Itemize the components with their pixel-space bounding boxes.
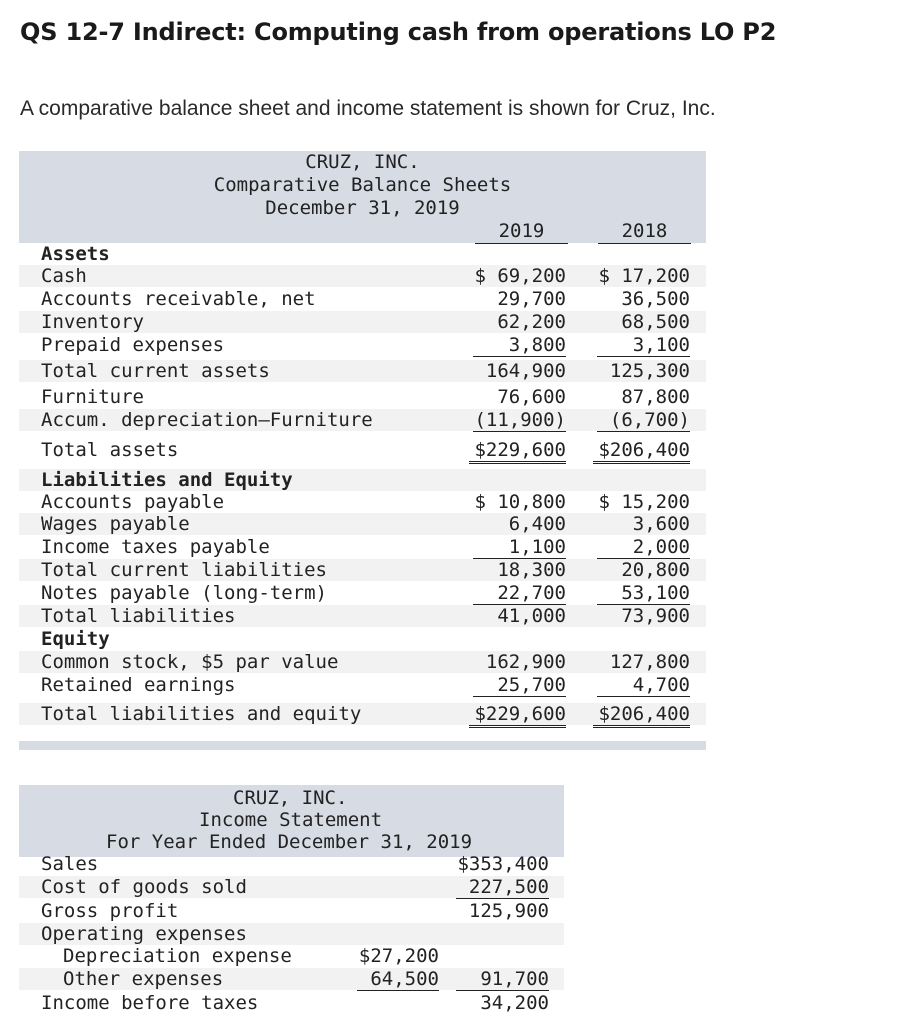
value-2018: 87,800: [621, 386, 690, 408]
value-2018: $206,400: [593, 703, 690, 728]
row-label: Operating expenses: [41, 923, 247, 945]
row-label: Retained earnings: [41, 674, 236, 696]
row-label: Cost of goods sold: [41, 876, 247, 898]
value-2019: 18,300: [497, 559, 566, 581]
bs-company-name: CRUZ, INC.: [305, 151, 420, 173]
row-label: Inventory: [41, 311, 144, 333]
value-2018: 73,900: [621, 605, 690, 627]
row-label: Furniture: [41, 386, 144, 408]
row-label: Accum. depreciation—Furniture: [41, 409, 373, 431]
row-furniture: [19, 386, 706, 408]
row-label: Total current assets: [41, 360, 270, 382]
value-2019: $ 10,800: [474, 491, 566, 513]
value-2018: 3,100: [597, 334, 690, 357]
section-heading-assets: [19, 243, 706, 265]
value: 125,900: [468, 900, 549, 922]
value: 34,200: [480, 992, 549, 1014]
row-wages-payable: [19, 513, 706, 535]
row-label: Equity: [41, 628, 110, 650]
value-2018: 125,300: [609, 360, 690, 382]
value-2018: $206,400: [593, 439, 690, 464]
row-label: Other expenses: [63, 968, 224, 990]
value-2018: 127,800: [609, 651, 690, 673]
row-other-expenses: [19, 968, 564, 990]
page-title: QS 12-7 Indirect: Computing cash from operations LO P2: [20, 18, 777, 46]
value-2018: 20,800: [621, 559, 690, 581]
row-depreciation-expense: [19, 945, 564, 967]
row-retained-earnings: [19, 674, 706, 696]
value: 227,500: [456, 876, 549, 899]
balance-sheet-table: [19, 151, 706, 750]
row-accounts-payable: [19, 491, 706, 513]
value-2019: $ 69,200: [474, 265, 566, 287]
value-2018: 2,000: [597, 536, 690, 559]
row-label: Gross profit: [41, 900, 179, 922]
row-label: Sales: [41, 853, 99, 875]
row-label: Total current liabilities: [41, 559, 327, 581]
value-2018: $ 15,200: [598, 491, 690, 513]
value-2019: (11,900): [474, 409, 566, 431]
bs-statement-title: Comparative Balance Sheets: [213, 174, 512, 196]
value-2018: 68,500: [621, 311, 690, 333]
value-2019: 76,600: [497, 386, 566, 408]
row-common-stock: [19, 651, 706, 673]
row-label: Total assets: [41, 439, 179, 461]
row-accum-depreciation: [19, 409, 706, 431]
value-2018: 36,500: [621, 288, 690, 310]
value-2019: 22,700: [473, 582, 566, 605]
row-label: Wages payable: [41, 513, 190, 535]
value-2018: 53,100: [597, 582, 690, 605]
row-label: Income before taxes: [41, 992, 259, 1014]
row-total-assets: [19, 439, 706, 461]
row-total-liabilities: [19, 605, 706, 627]
row-label: Depreciation expense: [63, 945, 292, 967]
row-gross-profit: [19, 900, 564, 922]
intro-text: A comparative balance sheet and income statement is shown for Cruz, Inc.: [20, 97, 716, 120]
total-value: 91,700: [456, 968, 549, 991]
row-accounts-receivable: [19, 288, 706, 310]
row-label: Total liabilities and equity: [41, 703, 362, 725]
row-label: Assets: [41, 243, 110, 265]
is-statement-title: Income Statement: [199, 809, 383, 831]
row-label: Total liabilities: [41, 605, 236, 627]
col-header-2019: 2019: [475, 219, 568, 244]
row-label: Notes payable (long-term): [41, 582, 327, 604]
section-heading-equity: [19, 628, 706, 650]
row-cash: [19, 265, 706, 287]
row-total-current-assets: [19, 360, 706, 382]
income-statement-table: [19, 785, 564, 1017]
row-total-current-liabilities: [19, 559, 706, 581]
row-notes-payable: [19, 582, 706, 604]
row-total-liabilities-and-equity: [19, 703, 706, 725]
value-2018: $ 17,200: [598, 265, 690, 287]
value-2019: 62,200: [497, 311, 566, 333]
value-2019: $229,600: [469, 703, 566, 728]
value-2018: 3,600: [632, 513, 690, 535]
section-heading-liabilities-equity: [19, 469, 706, 491]
row-label: Accounts receivable, net: [41, 288, 316, 310]
row-income-before-taxes: [19, 992, 564, 1014]
col-header-2018: 2018: [598, 219, 691, 244]
value-2019: 3,800: [473, 334, 566, 357]
value-2018: (6,700): [597, 409, 690, 432]
value-2019: 41,000: [497, 605, 566, 627]
value: $353,400: [457, 853, 549, 875]
row-label: Cash: [41, 265, 87, 287]
bs-statement-date: December 31, 2019: [265, 197, 460, 219]
row-label: Prepaid expenses: [41, 334, 225, 356]
value-2019: 162,900: [485, 651, 566, 673]
value-2019: 29,700: [497, 288, 566, 310]
income-statement-header: [19, 785, 564, 857]
value-2019: 1,100: [473, 536, 566, 559]
value-2019: 6,400: [508, 513, 566, 535]
row-label: Common stock, $5 par value: [41, 651, 339, 673]
row-prepaid-expenses: [19, 334, 706, 356]
is-statement-period: For Year Ended December 31, 2019: [106, 831, 473, 853]
row-sales: [19, 853, 564, 875]
row-label: Liabilities and Equity: [41, 469, 293, 491]
balance-sheet-header: [19, 151, 706, 243]
section-heading-operating-expenses: [19, 923, 564, 945]
value: 64,500: [357, 968, 439, 991]
value-2019: $229,600: [469, 439, 566, 464]
is-company-name: CRUZ, INC.: [233, 787, 348, 809]
row-label: Income taxes payable: [41, 536, 270, 558]
row-cost-of-goods-sold: [19, 876, 564, 898]
row-inventory: [19, 311, 706, 333]
balance-sheet-footer-bar: [19, 741, 706, 750]
row-income-taxes-payable: [19, 536, 706, 558]
value-2019: 25,700: [473, 674, 566, 697]
value: $27,200: [358, 945, 439, 967]
row-label: Accounts payable: [41, 491, 225, 513]
value-2018: 4,700: [597, 674, 690, 697]
value-2019: 164,900: [485, 360, 566, 382]
